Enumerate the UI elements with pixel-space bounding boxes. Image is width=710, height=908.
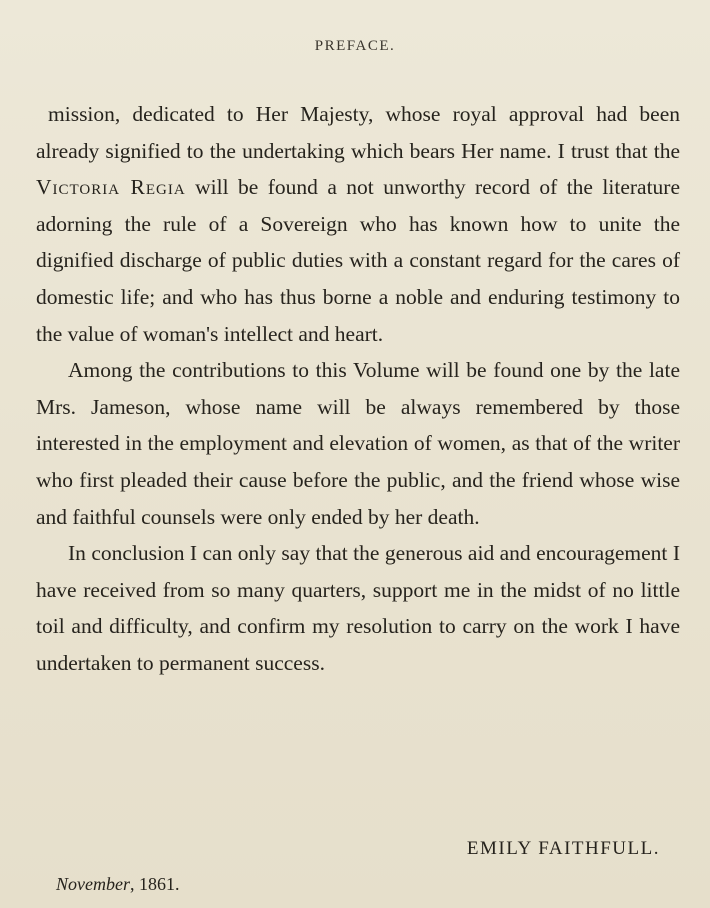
paragraph-1-text-a: mission, dedicated to Her Majesty, whose royal approval had been already signified to the undertaking which bears Her name. I trust that the (36, 102, 680, 163)
date-month: November (56, 874, 130, 894)
paragraph-3: In conclusion I can only say that the generous aid and encouragement I have received from so many quarters, support me in the midst of no little toil and difficulty, and confirm my resolution to carry on the work I have undertaken to permanent success. (36, 541, 680, 675)
preface-text (36, 96, 680, 682)
victoria-regia-title: Victoria Regia (36, 175, 186, 200)
running-head: PREFACE. (314, 38, 396, 54)
paragraph-2: Among the contributions to this Volume will be found one by the late Mrs. Jameson, whose name will be always remembered by those interested in the employment and elevation of women, as that of the writer who first pleaded their cause before the public, and the friend whose wise and faithful counsels were only ended by her death. (36, 358, 680, 529)
author-signature: EMILY FAITHFULL. (466, 838, 660, 859)
date-line (56, 874, 179, 895)
date-year: , 1861. (129, 874, 180, 894)
paragraph-1-text-b: will be found a not unworthy record of the literature adorning the rule of a Sovereign who has known how to unite the dignified discharge of public duties with a constant regard for the cares of domestic life; and who has thus borne a noble and enduring testimony to the value of woman's intellect and heart. (36, 175, 681, 346)
paragraph-1 (36, 96, 680, 352)
